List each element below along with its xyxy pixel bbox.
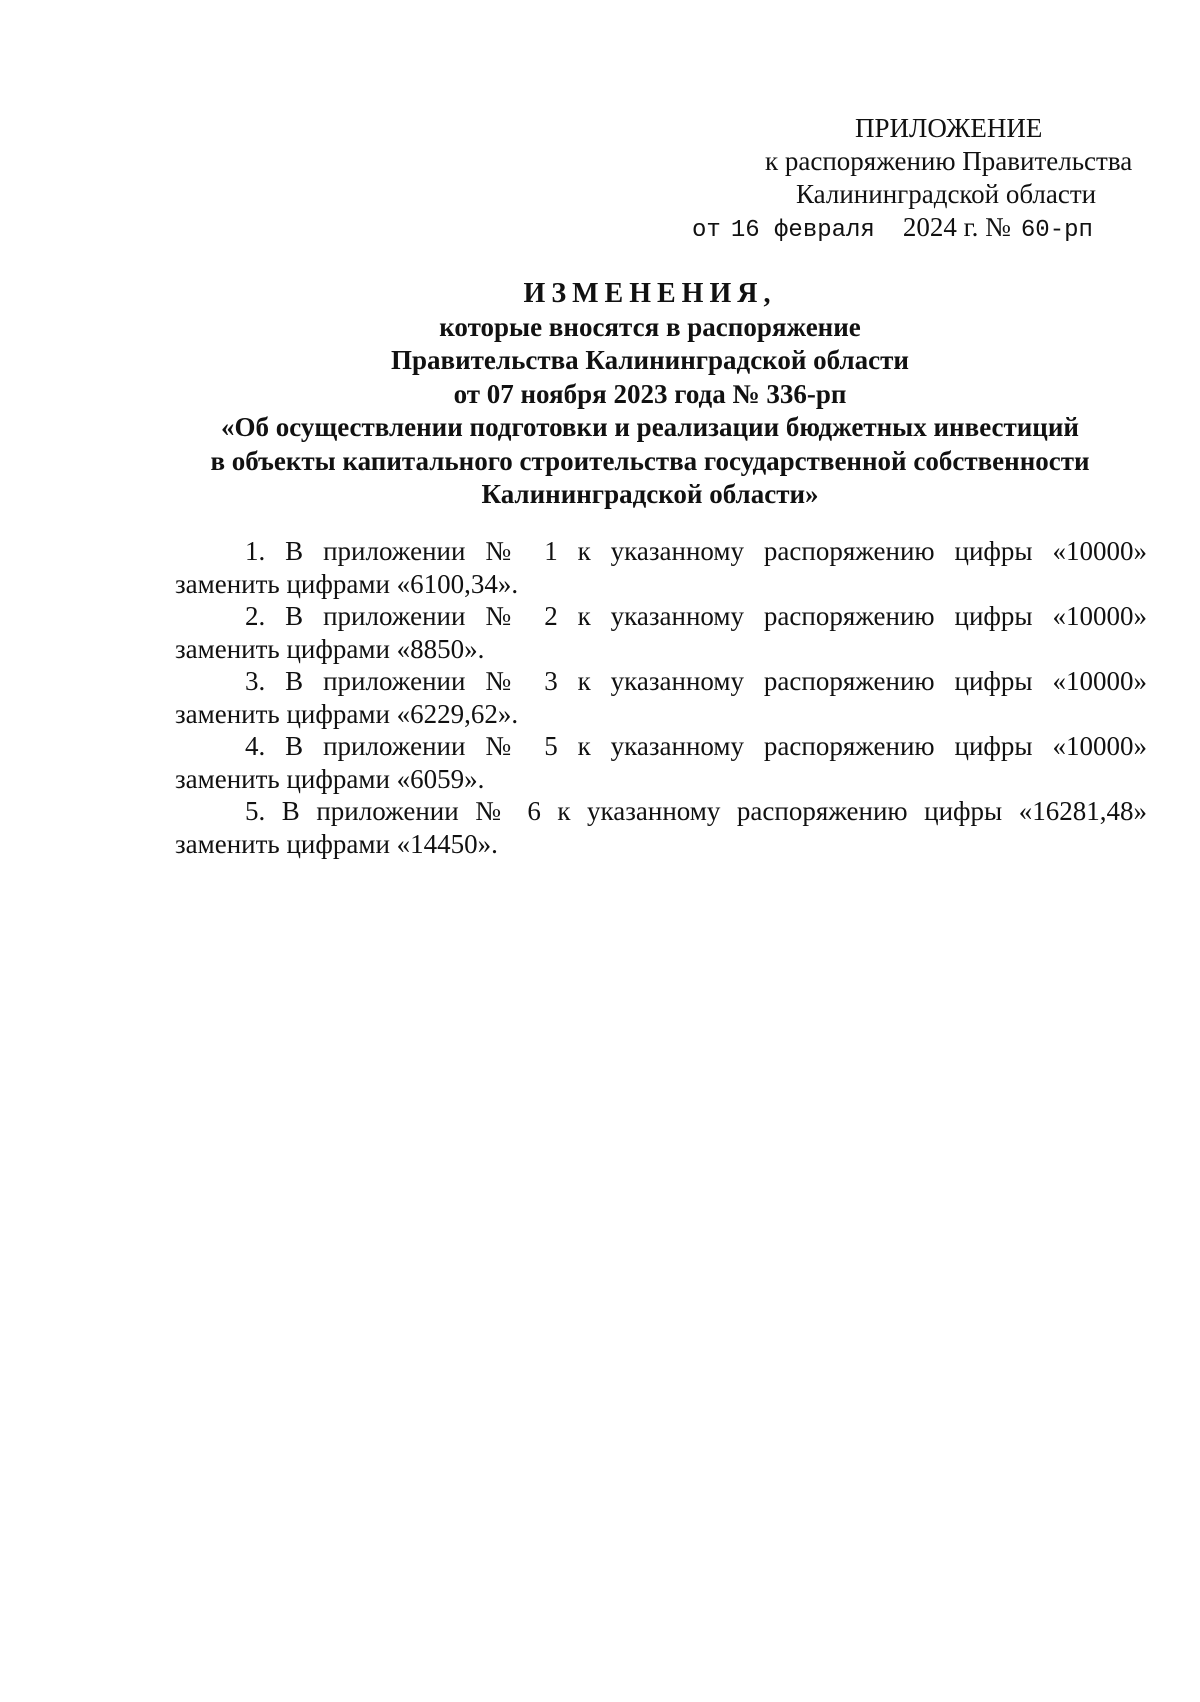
date-year: 2024 г. № <box>902 212 1011 242</box>
item-text: 4. В приложении № 5 к указанному распоряжению цифры «10000» <box>245 731 1147 761</box>
item-text: 1. В приложении № 1 к указанному распоряжению цифры «10000» <box>245 536 1147 566</box>
heading-line: Правительства Калининградской области <box>391 345 909 375</box>
heading-line: от 07 ноября 2023 года № 336-рп <box>453 378 847 409</box>
item-text-continuation: заменить цифрами «8850». <box>175 633 485 664</box>
list-item <box>175 665 1147 730</box>
item-text-continuation: заменить цифрами «6229,62». <box>175 698 519 729</box>
heading-line: в объекты капитального строительства государственной собственности <box>210 445 1090 476</box>
item-text: 2. В приложении № 2 к указанному распоряжению цифры «10000» <box>245 601 1147 631</box>
item-text-continuation: заменить цифрами «14450». <box>175 828 498 859</box>
item-text: 5. В приложении № 6 к указанному распоряжению цифры «16281,48» <box>245 796 1147 826</box>
appendix-reference: к распоряжению Правительства <box>765 146 1133 176</box>
order-number: 60-рп <box>1020 217 1093 244</box>
list-item <box>175 730 1147 795</box>
heading-line: «Об осуществлении подготовки и реализации бюджетных инвестиций <box>221 412 1079 442</box>
appendix-date-line <box>660 211 1150 247</box>
appendix-region: Калининградской области <box>796 179 1097 209</box>
heading-line: которые вносятся в распоряжение <box>439 311 861 342</box>
item-text-continuation: заменить цифрами «6100,34». <box>175 568 519 599</box>
list-item <box>175 600 1147 665</box>
appendix-label: ПРИЛОЖЕНИЕ <box>855 113 1043 143</box>
item-text: 3. В приложении № 3 к указанному распоряжению цифры «10000» <box>245 666 1147 696</box>
heading-line: Калининградской области» <box>481 479 819 509</box>
document-body <box>175 535 1147 860</box>
heading-title: ИЗМЕНЕНИЯ, <box>523 278 777 309</box>
date-day-month: 16 февраля <box>730 217 875 244</box>
appendix-block <box>660 112 1150 247</box>
list-item <box>175 795 1147 860</box>
document-heading <box>150 277 1150 512</box>
item-text-continuation: заменить цифрами «6059». <box>175 763 485 794</box>
date-prefix: от <box>692 217 721 244</box>
list-item <box>175 535 1147 600</box>
